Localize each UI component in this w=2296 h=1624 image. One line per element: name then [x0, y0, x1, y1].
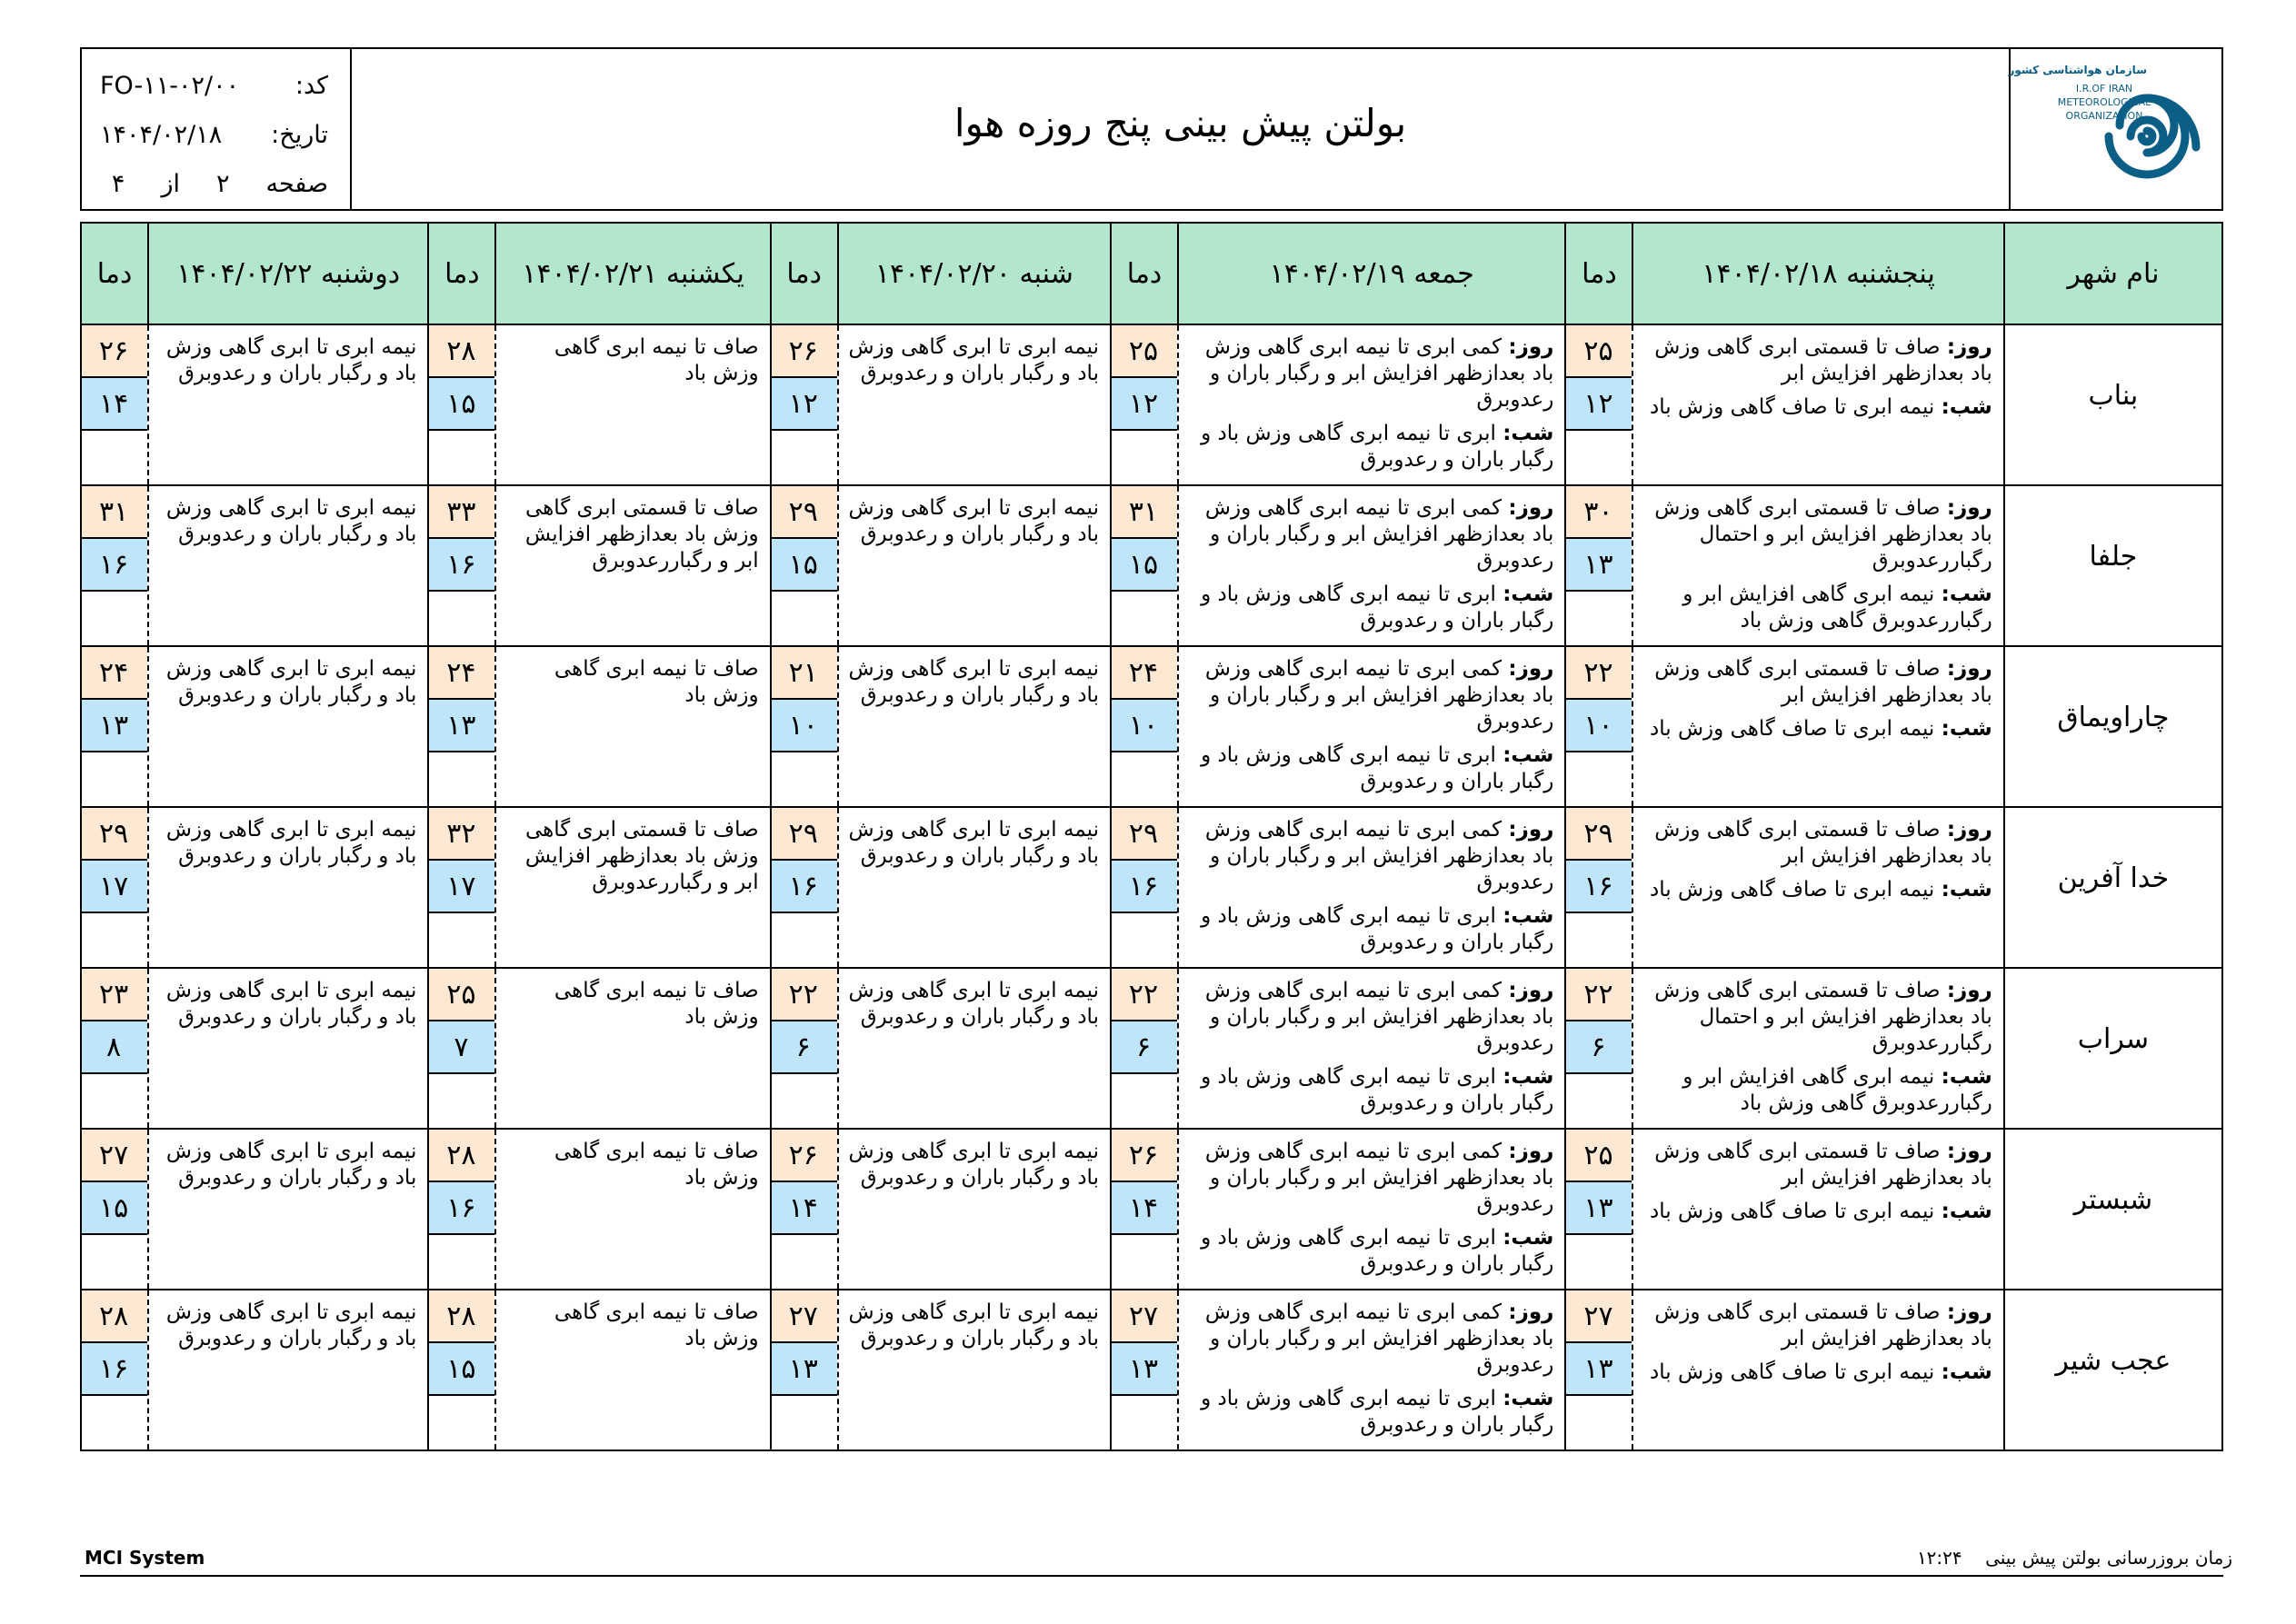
night-forecast-text: ابری تا نیمه ابری گاهی وزش باد و رگبار باران و رعدوبرق	[1201, 422, 1554, 472]
temp-column-header: دما	[428, 223, 495, 324]
night-forecast	[1641, 1199, 1992, 1225]
day-forecast-text: کمی ابری تا نیمه ابری گاهی وزش باد بعدازظهر افزایش ابر و رگبار باران و رعدوبرق	[1204, 496, 1554, 573]
forecast-cell	[1632, 968, 2003, 1129]
max-temp: ۲۵	[1564, 325, 1632, 378]
forecast-cell	[838, 485, 1111, 646]
day-column-header: شنبه ۱۴۰۴/۰۲/۲۰	[838, 223, 1111, 324]
day-label: روز:	[1508, 335, 1554, 359]
day-forecast-text: صاف تا قسمتی ابری گاهی وزش باد بعدازظهر افزایش ابر	[1654, 1140, 1992, 1190]
bulletin-header	[80, 47, 2223, 211]
day-forecast	[1641, 1139, 1992, 1191]
temperature-cell	[1565, 807, 1632, 968]
temperature-cell	[81, 807, 148, 968]
night-forecast	[1641, 877, 1992, 903]
code-label: کد:	[294, 72, 328, 100]
spiral-logo-icon	[2092, 73, 2201, 200]
night-forecast-text: ابری تا نیمه ابری گاهی وزش باد و رگبار باران و رعدوبرق	[1201, 743, 1554, 793]
day-label: روز:	[1508, 1300, 1554, 1324]
temperature-cell	[1111, 324, 1178, 485]
temperature-cell	[428, 1129, 495, 1290]
min-temp: ۱۰	[1110, 700, 1177, 752]
city-column-header: نام شهر	[2004, 223, 2222, 324]
forecast-text: نیمه ابری تا ابری گاهی وزش باد و رگبار باران و رعدوبرق	[848, 1140, 1099, 1190]
forecast-text: صاف تا نیمه ابری گاهی وزش باد	[554, 335, 759, 385]
day-label: روز:	[1508, 1140, 1554, 1163]
night-forecast-text: ابری تا نیمه ابری گاهی وزش باد و رگبار باران و رعدوبرق	[1201, 904, 1554, 954]
forecast-text: نیمه ابری تا ابری گاهی وزش باد و رگبار باران و رعدوبرق	[165, 1140, 417, 1190]
min-temp: ۱۶	[770, 861, 837, 913]
day-forecast-text: کمی ابری تا نیمه ابری گاهی وزش باد بعدازظهر افزایش ابر و رگبار باران و رعدوبرق	[1204, 1300, 1554, 1377]
min-temp: ۱۲	[1110, 378, 1177, 431]
temperature-cell	[81, 646, 148, 807]
temp-column-header: دما	[81, 223, 148, 324]
min-temp: ۶	[1110, 1021, 1177, 1074]
forecast-text: صاف تا نیمه ابری گاهی وزش باد	[554, 979, 759, 1029]
max-temp: ۲۴	[1110, 647, 1177, 700]
day-forecast	[1186, 1139, 1553, 1218]
forecast-text: صاف تا نیمه ابری گاهی وزش باد	[554, 1300, 759, 1350]
min-temp: ۱۴	[80, 378, 147, 431]
night-label: شب:	[1502, 1226, 1554, 1250]
night-forecast-text: ابری تا نیمه ابری گاهی وزش باد و رگبار باران و رعدوبرق	[1201, 1065, 1554, 1115]
day-label: روز:	[1946, 335, 1992, 359]
organization-logo	[2009, 49, 2221, 209]
day-column-header: یکشنبه ۱۴۰۴/۰۲/۲۱	[495, 223, 770, 324]
min-temp: ۱۳	[427, 700, 494, 752]
min-temp: ۱۵	[427, 1343, 494, 1396]
day-forecast-text: صاف تا قسمتی ابری گاهی وزش باد بعدازظهر افزایش ابر	[1654, 657, 1992, 707]
update-time-value: ۱۲:۲۴	[1916, 1547, 1962, 1569]
night-forecast-text: نیمه ابری تا صاف گاهی وزش باد	[1650, 878, 1935, 902]
forecast-cell	[1178, 807, 1565, 968]
day-label: روز:	[1508, 657, 1554, 681]
forecast-text: نیمه ابری تا ابری گاهی وزش باد و رگبار باران و رعدوبرق	[165, 335, 417, 385]
day-forecast	[1641, 978, 1992, 1057]
forecast-cell	[1178, 485, 1565, 646]
max-temp: ۲۶	[770, 1130, 837, 1182]
temperature-cell	[81, 1290, 148, 1450]
forecast-text: نیمه ابری تا ابری گاهی وزش باد و رگبار باران و رعدوبرق	[848, 1300, 1099, 1350]
temperature-cell	[1565, 485, 1632, 646]
temperature-cell	[1111, 1290, 1178, 1450]
min-temp: ۱۳	[1110, 1343, 1177, 1396]
forecast-text: نیمه ابری تا ابری گاهی وزش باد و رگبار باران و رعدوبرق	[848, 335, 1099, 385]
night-label: شب:	[1502, 1065, 1554, 1089]
table-row	[81, 807, 2222, 968]
max-temp: ۲۲	[1110, 969, 1177, 1021]
night-label: شب:	[1941, 395, 1992, 419]
table-row	[81, 1129, 2222, 1290]
forecast-cell	[838, 968, 1111, 1129]
max-temp: ۲۴	[80, 647, 147, 700]
day-forecast-text: صاف تا قسمتی ابری گاهی وزش باد بعدازظهر افزایش ابر	[1654, 818, 1992, 868]
day-forecast	[1641, 495, 1992, 574]
min-temp: ۱۵	[1110, 539, 1177, 592]
night-label: شب:	[1941, 1360, 1992, 1384]
table-row	[81, 646, 2222, 807]
day-forecast-text: صاف تا قسمتی ابری گاهی وزش باد بعدازظهر افزایش ابر	[1654, 335, 1992, 385]
page-title: بولتن پیش بینی پنج روزه هوا	[953, 100, 1407, 145]
forecast-cell	[1178, 646, 1565, 807]
forecast-text: صاف تا نیمه ابری گاهی وزش باد	[554, 1140, 759, 1190]
min-temp: ۷	[427, 1021, 494, 1074]
temp-column-header: دما	[1565, 223, 1632, 324]
night-label: شب:	[1941, 717, 1992, 741]
min-temp: ۱۷	[80, 861, 147, 913]
max-temp: ۲۷	[770, 1290, 837, 1343]
temperature-cell	[1111, 646, 1178, 807]
max-temp: ۲۴	[427, 647, 494, 700]
day-column-header: جمعه ۱۴۰۴/۰۲/۱۹	[1178, 223, 1565, 324]
forecast-cell	[495, 807, 770, 968]
max-temp: ۲۹	[770, 486, 837, 539]
day-forecast	[1641, 656, 1992, 709]
temperature-cell	[771, 968, 838, 1129]
min-temp: ۱۳	[80, 700, 147, 752]
city-name: سراب	[2004, 968, 2222, 1129]
forecast-text: نیمه ابری تا ابری گاهی وزش باد و رگبار باران و رعدوبرق	[165, 1300, 417, 1350]
forecast-text: نیمه ابری تا ابری گاهی وزش باد و رگبار باران و رعدوبرق	[165, 657, 417, 707]
forecast-cell	[1178, 324, 1565, 485]
max-temp: ۳۳	[427, 486, 494, 539]
forecast-text: نیمه ابری تا ابری گاهی وزش باد و رگبار باران و رعدوبرق	[165, 818, 417, 868]
day-forecast	[1641, 1300, 1992, 1352]
night-forecast-text: ابری تا نیمه ابری گاهی وزش باد و رگبار باران و رعدوبرق	[1201, 1387, 1554, 1437]
min-temp: ۱۴	[770, 1182, 837, 1235]
day-forecast-text: صاف تا قسمتی ابری گاهی وزش باد بعدازظهر افزایش ابر و احتمال رگباررعدوبرق	[1654, 496, 1992, 573]
day-forecast-text: کمی ابری تا نیمه ابری گاهی وزش باد بعدازظهر افزایش ابر و رگبار باران و رعدوبرق	[1204, 1140, 1554, 1216]
temperature-cell	[428, 485, 495, 646]
min-temp: ۶	[770, 1021, 837, 1074]
min-temp: ۱۶	[1564, 861, 1632, 913]
night-forecast	[1641, 582, 1992, 634]
max-temp: ۲۹	[770, 808, 837, 861]
temperature-cell	[428, 807, 495, 968]
temperature-cell	[428, 1290, 495, 1450]
night-label: شب:	[1502, 422, 1554, 445]
max-temp: ۲۷	[1564, 1290, 1632, 1343]
night-forecast	[1186, 1225, 1553, 1278]
max-temp: ۳۰	[1564, 486, 1632, 539]
night-label: شب:	[1502, 1387, 1554, 1410]
night-forecast	[1186, 1386, 1553, 1439]
night-forecast	[1641, 716, 1992, 742]
night-forecast-text: نیمه ابری تا صاف گاهی وزش باد	[1650, 1200, 1935, 1223]
day-forecast	[1186, 1300, 1553, 1379]
temp-column-header: دما	[771, 223, 838, 324]
night-forecast-text: نیمه ابری تا صاف گاهی وزش باد	[1650, 395, 1935, 419]
forecast-cell	[838, 1290, 1111, 1450]
forecast-text: نیمه ابری تا ابری گاهی وزش باد و رگبار باران و رعدوبرق	[165, 496, 417, 546]
min-temp: ۱۳	[1564, 1343, 1632, 1396]
night-label: شب:	[1941, 878, 1992, 902]
max-temp: ۲۱	[770, 647, 837, 700]
night-label: شب:	[1502, 743, 1554, 767]
temperature-cell	[1565, 1290, 1632, 1450]
day-forecast	[1186, 495, 1553, 574]
forecast-cell	[495, 1290, 770, 1450]
day-label: روز:	[1946, 979, 1992, 1002]
table-row	[81, 1290, 2222, 1450]
day-label: روز:	[1508, 979, 1554, 1002]
temperature-cell	[1565, 1129, 1632, 1290]
forecast-cell	[148, 968, 428, 1129]
temperature-cell	[1111, 968, 1178, 1129]
forecast-cell	[1632, 1129, 2003, 1290]
temperature-cell	[81, 324, 148, 485]
max-temp: ۲۶	[1110, 1130, 1177, 1182]
temperature-cell	[1565, 646, 1632, 807]
day-column-header: دوشنبه ۱۴۰۴/۰۲/۲۲	[148, 223, 428, 324]
forecast-text: نیمه ابری تا ابری گاهی وزش باد و رگبار باران و رعدوبرق	[848, 818, 1099, 868]
min-temp: ۱۵	[80, 1182, 147, 1235]
night-label: شب:	[1941, 1200, 1992, 1223]
forecast-cell	[148, 485, 428, 646]
forecast-text: نیمه ابری تا ابری گاهی وزش باد و رگبار باران و رعدوبرق	[848, 496, 1099, 546]
max-temp: ۲۹	[1110, 808, 1177, 861]
night-forecast	[1641, 1064, 1992, 1117]
page-label: صفحه	[265, 170, 328, 198]
temperature-cell	[428, 324, 495, 485]
update-label: زمان بروزرسانی بولتن پیش بینی	[1985, 1547, 2232, 1569]
forecast-cell	[1632, 807, 2003, 968]
min-temp: ۶	[1564, 1021, 1632, 1074]
day-column-header: پنجشنبه ۱۴۰۴/۰۲/۱۸	[1632, 223, 2003, 324]
day-forecast	[1186, 334, 1553, 413]
forecast-cell	[838, 646, 1111, 807]
forecast-cell	[1632, 485, 2003, 646]
table-row	[81, 485, 2222, 646]
forecast-cell	[1632, 324, 2003, 485]
min-temp: ۱۰	[1564, 700, 1632, 752]
night-label: شب:	[1941, 1065, 1992, 1089]
temperature-cell	[1111, 1129, 1178, 1290]
night-forecast	[1641, 1360, 1992, 1386]
temperature-cell	[771, 807, 838, 968]
forecast-text: نیمه ابری تا ابری گاهی وزش باد و رگبار باران و رعدوبرق	[848, 657, 1099, 707]
temperature-cell	[771, 1290, 838, 1450]
city-name: عجب شیر	[2004, 1290, 2222, 1450]
max-temp: ۲۶	[80, 325, 147, 378]
forecast-text: صاف تا قسمتی ابری گاهی وزش باد بعدازظهر افزایش ابر و رگباررعدوبرق	[524, 818, 759, 894]
min-temp: ۱۳	[1564, 1182, 1632, 1235]
forecast-cell	[495, 646, 770, 807]
forecast-table	[80, 222, 2223, 1451]
min-temp: ۱۴	[1110, 1182, 1177, 1235]
min-temp: ۱۶	[427, 1182, 494, 1235]
max-temp: ۲۶	[770, 325, 837, 378]
day-forecast-text: کمی ابری تا نیمه ابری گاهی وزش باد بعدازظهر افزایش ابر و رگبار باران و رعدوبرق	[1204, 818, 1554, 894]
max-temp: ۳۱	[1110, 486, 1177, 539]
temperature-cell	[1565, 324, 1632, 485]
max-temp: ۲۹	[1564, 808, 1632, 861]
min-temp: ۱۶	[80, 539, 147, 592]
day-label: روز:	[1946, 1140, 1992, 1163]
temperature-cell	[1565, 968, 1632, 1129]
city-name: خدا آفرین	[2004, 807, 2222, 968]
forecast-text: نیمه ابری تا ابری گاهی وزش باد و رگبار باران و رعدوبرق	[848, 979, 1099, 1029]
night-forecast	[1186, 742, 1553, 795]
night-forecast-text: نیمه ابری تا صاف گاهی وزش باد	[1650, 1360, 1935, 1384]
forecast-cell	[1178, 1290, 1565, 1450]
night-forecast	[1186, 1064, 1553, 1117]
day-label: روز:	[1946, 657, 1992, 681]
day-label: روز:	[1508, 496, 1554, 520]
footer-divider	[80, 1575, 2223, 1577]
max-temp: ۲۸	[427, 1130, 494, 1182]
max-temp: ۳۲	[427, 808, 494, 861]
night-forecast-text: نیمه ابری گاهی افزایش ابر و رگباررعدوبرق گاهی وزش باد	[1682, 583, 1992, 633]
temperature-cell	[81, 485, 148, 646]
page-of: از	[161, 170, 180, 198]
temperature-cell	[81, 968, 148, 1129]
forecast-cell	[1632, 646, 2003, 807]
table-row	[81, 324, 2222, 485]
forecast-cell	[838, 324, 1111, 485]
document-meta	[82, 49, 352, 209]
forecast-cell	[148, 1129, 428, 1290]
min-temp: ۱۶	[80, 1343, 147, 1396]
forecast-text: نیمه ابری تا ابری گاهی وزش باد و رگبار باران و رعدوبرق	[165, 979, 417, 1029]
max-temp: ۲۲	[1564, 969, 1632, 1021]
forecast-cell	[148, 646, 428, 807]
forecast-cell	[1178, 1129, 1565, 1290]
night-forecast-text: نیمه ابری گاهی افزایش ابر و رگباررعدوبرق گاهی وزش باد	[1682, 1065, 1992, 1115]
min-temp: ۱۶	[427, 539, 494, 592]
temperature-cell	[771, 1129, 838, 1290]
temperature-cell	[428, 968, 495, 1129]
min-temp: ۱۲	[1564, 378, 1632, 431]
temperature-cell	[771, 324, 838, 485]
min-temp: ۸	[80, 1021, 147, 1074]
temperature-cell	[1111, 485, 1178, 646]
min-temp: ۱۲	[770, 378, 837, 431]
day-forecast	[1186, 656, 1553, 735]
temperature-cell	[771, 485, 838, 646]
city-name: جلفا	[2004, 485, 2222, 646]
forecast-cell	[495, 1129, 770, 1290]
day-forecast-text: کمی ابری تا نیمه ابری گاهی وزش باد بعدازظهر افزایش ابر و رگبار باران و رعدوبرق	[1204, 335, 1554, 412]
day-label: روز:	[1946, 818, 1992, 842]
min-temp: ۱۵	[427, 378, 494, 431]
forecast-cell	[495, 968, 770, 1129]
min-temp: ۱۰	[770, 700, 837, 752]
night-forecast	[1186, 582, 1553, 634]
forecast-cell	[495, 485, 770, 646]
night-label: شب:	[1502, 583, 1554, 606]
update-time	[1917, 1547, 2232, 1569]
max-temp: ۳۱	[80, 486, 147, 539]
forecast-cell	[148, 807, 428, 968]
max-temp: ۲۷	[1110, 1290, 1177, 1343]
temp-column-header: دما	[1111, 223, 1178, 324]
day-label: روز:	[1946, 1300, 1992, 1324]
day-forecast-text: کمی ابری تا نیمه ابری گاهی وزش باد بعدازظهر افزایش ابر و رگبار باران و رعدوبرق	[1204, 657, 1554, 733]
day-forecast	[1186, 817, 1553, 896]
date-label: تاریخ:	[271, 121, 328, 149]
forecast-cell	[1632, 1290, 2003, 1450]
day-label: روز:	[1946, 496, 1992, 520]
day-forecast	[1641, 334, 1992, 387]
date-value: ۱۴۰۴/۰۲/۱۸	[100, 121, 223, 149]
max-temp: ۲۸	[80, 1290, 147, 1343]
city-name: بناب	[2004, 324, 2222, 485]
day-label: روز:	[1508, 818, 1554, 842]
night-label: شب:	[1502, 904, 1554, 928]
temperature-cell	[81, 1129, 148, 1290]
max-temp: ۲۹	[80, 808, 147, 861]
day-forecast-text: صاف تا قسمتی ابری گاهی وزش باد بعدازظهر افزایش ابر و احتمال رگباررعدوبرق	[1654, 979, 1992, 1055]
day-forecast	[1186, 978, 1553, 1057]
table-header-row	[81, 223, 2222, 324]
min-temp: ۱۵	[770, 539, 837, 592]
max-temp: ۲۵	[427, 969, 494, 1021]
forecast-text: صاف تا قسمتی ابری گاهی وزش باد بعدازظهر افزایش ابر و رگباررعدوبرق	[524, 496, 759, 573]
forecast-cell	[1178, 968, 1565, 1129]
max-temp: ۲۲	[1564, 647, 1632, 700]
max-temp: ۲۲	[770, 969, 837, 1021]
day-forecast	[1641, 817, 1992, 870]
night-forecast	[1641, 394, 1992, 421]
max-temp: ۲۳	[80, 969, 147, 1021]
night-forecast-text: ابری تا نیمه ابری گاهی وزش باد و رگبار باران و رعدوبرق	[1201, 583, 1554, 633]
forecast-text: صاف تا نیمه ابری گاهی وزش باد	[554, 657, 759, 707]
night-forecast	[1186, 421, 1553, 473]
night-label: شب:	[1941, 583, 1992, 606]
page-current: ۲	[215, 170, 230, 198]
max-temp: ۲۵	[1564, 1130, 1632, 1182]
table-row	[81, 968, 2222, 1129]
max-temp: ۲۸	[427, 1290, 494, 1343]
min-temp: ۱۷	[427, 861, 494, 913]
forecast-cell	[838, 1129, 1111, 1290]
logo-text-fa: سازمان هواشناسی کشور	[2008, 64, 2147, 76]
night-forecast-text: ابری تا نیمه ابری گاهی وزش باد و رگبار باران و رعدوبرق	[1201, 1226, 1554, 1276]
max-temp: ۲۸	[427, 325, 494, 378]
forecast-cell	[495, 324, 770, 485]
min-temp: ۱۳	[770, 1343, 837, 1396]
min-temp: ۱۳	[1564, 539, 1632, 592]
night-forecast-text: نیمه ابری تا صاف گاهی وزش باد	[1650, 717, 1935, 741]
temperature-cell	[428, 646, 495, 807]
temperature-cell	[1111, 807, 1178, 968]
logo-text-en: I.R.OF IRAN METEOROLOGICAL ORGANIZATION	[2057, 83, 2151, 122]
day-forecast-text: صاف تا قسمتی ابری گاهی وزش باد بعدازظهر افزایش ابر	[1654, 1300, 1992, 1350]
forecast-cell	[838, 807, 1111, 968]
forecast-cell	[148, 324, 428, 485]
code-value: FO-۱۱-۰۲/۰۰	[100, 72, 240, 100]
forecast-cell	[148, 1290, 428, 1450]
max-temp: ۲۷	[80, 1130, 147, 1182]
city-name: شبستر	[2004, 1129, 2222, 1290]
temperature-cell	[771, 646, 838, 807]
page-total: ۴	[111, 170, 125, 198]
system-name: MCI System	[85, 1547, 205, 1569]
night-forecast	[1186, 903, 1553, 956]
min-temp: ۱۶	[1110, 861, 1177, 913]
city-name: چاراویماق	[2004, 646, 2222, 807]
day-forecast-text: کمی ابری تا نیمه ابری گاهی وزش باد بعدازظهر افزایش ابر و رگبار باران و رعدوبرق	[1204, 979, 1554, 1055]
max-temp: ۲۵	[1110, 325, 1177, 378]
